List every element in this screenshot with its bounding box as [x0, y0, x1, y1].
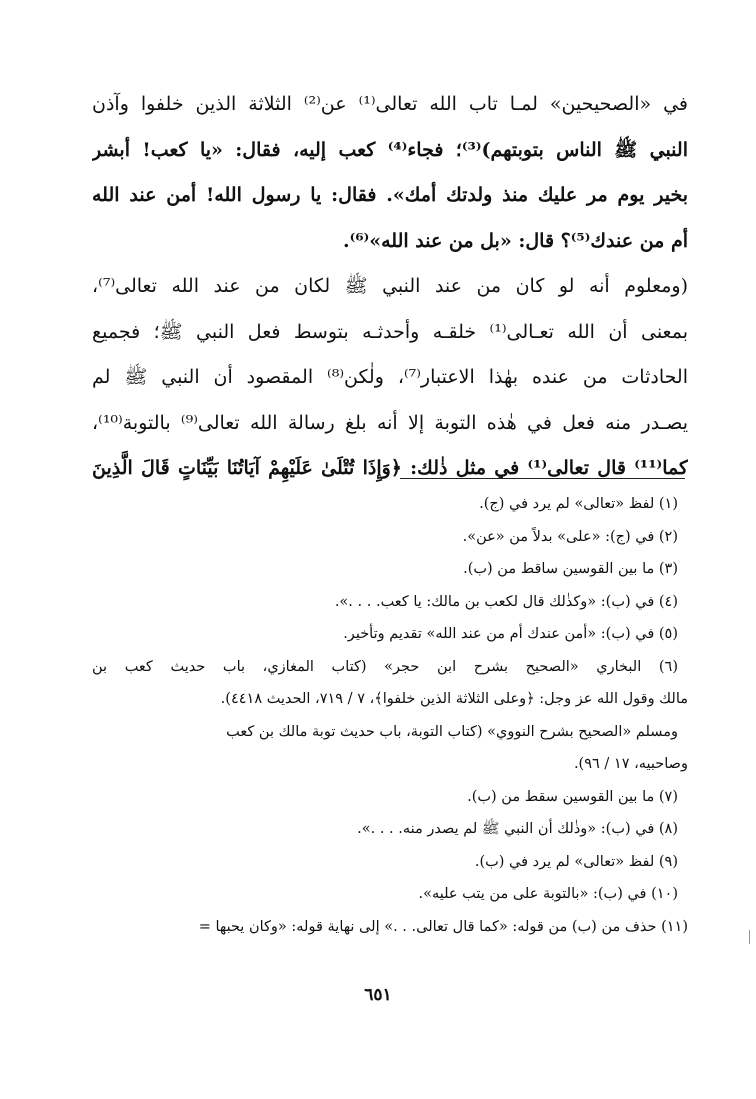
page-number: ٦٥١ [364, 985, 392, 1005]
main-text-line: النبي ﷺ الناس بتوبتهم)⁽³⁾؛ فجاء⁽⁴⁾ كعب إليه، فقال: «يا كعب! أبشر [92, 138, 688, 161]
main-text-line: (ومعلوم أنه لو كان من عند النبي ﷺ لكان من عند الله تعالى⁽⁷⁾، [92, 275, 688, 297]
main-text-line-quran-verse: كما⁽¹¹⁾ قال تعالى⁽¹⁾ في مثل ذٰلك: ﴿وَإِذَا تُتْلَىٰ عَلَيْهِمْ آيَاتُنَا بَيِّنَاتٍ قَالَ الَّذِينَ [92, 457, 688, 479]
footnote: (٨) في (ب): «وذٰلك أن النبي ﷺ لم يصدر منه. . . .». [357, 821, 678, 837]
footnote: (١١) حذف من (ب) من قوله: «كما قال تعالى. . .» إلى نهاية قوله: «وكان يحبها = [198, 918, 688, 935]
main-text-line: في «الصحيحين» لمـا تاب الله تعالى⁽¹⁾ عن⁽²⁾ الثلاثة الذين خلفوا وآذن [92, 93, 688, 115]
footnote: (٦) البخاري «الصحيح بشرح ابن حجر» (كتاب المغازي، باب حديث كعب بن [92, 658, 678, 675]
footnote: (٢) في (ج): «على» بدلاً من «عن». [462, 528, 678, 545]
main-text-line: يصـدر منه فعل في هٰذه التوبة إلا أنه بلغ رسالة الله تعالى⁽⁹⁾ بالتوبة⁽¹⁰⁾، [92, 411, 688, 434]
footnote: (٤) في (ب): «وكذٰلك قال لكعب بن مالك: يا كعب. . . .». [334, 593, 678, 610]
footnotes [92, 488, 688, 943]
main-text-line: أم من عندك⁽⁵⁾؟ قال: «بل من عند الله»⁽⁶⁾. [342, 229, 688, 252]
main-text-line: بمعنى أن الله تعـالى⁽¹⁾ خلقـه وأحدثـه بتوسط فعل النبي ﷺ؛ فجميع [92, 320, 688, 343]
footnote-continuation: وصاحبيه، ١٧ / ٩٦). [573, 756, 688, 772]
footnote: (١٠) في (ب): «بالتوبة على من يتب عليه». [418, 886, 678, 902]
footnote: (٧) ما بين القوسين سقط من (ب). [467, 788, 678, 805]
scan-edge-mark [749, 930, 756, 944]
footnote-continuation: مالك وقول الله عز وجل: ﴿وعلى الثلاثة الذين خلفوا﴾، ٧ / ٧١٩، الحديث ٤٤١٨). [220, 691, 688, 707]
footnote: (٣) ما بين القوسين ساقط من (ب). [463, 561, 678, 577]
footnote: (٥) في (ب): «أمن عندك أم من عند الله» تقديم وتأخير. [343, 626, 678, 642]
footnote: (٩) لفظ «تعالى» لم يرد في (ب). [474, 853, 678, 870]
main-text [92, 82, 688, 492]
footnote: (١) لفظ «تعالى» لم يرد في (ج). [479, 496, 678, 512]
footnote-continuation: ومسلم «الصحيح بشرح النووي» (كتاب التوبة، باب حديث توبة مالك بن كعب [226, 723, 678, 740]
main-text-line: بخير يوم مر عليك منذ ولدتك أمك». فقال: يا رسول الله! أمن عند الله [92, 184, 688, 206]
main-text-line: الحادثات من عنده بهٰذا الاعتبار⁽⁷⁾، ولٰكن⁽⁸⁾ المقصود أن النبي ﷺ لم [92, 366, 688, 388]
footnote-separator [400, 478, 685, 479]
